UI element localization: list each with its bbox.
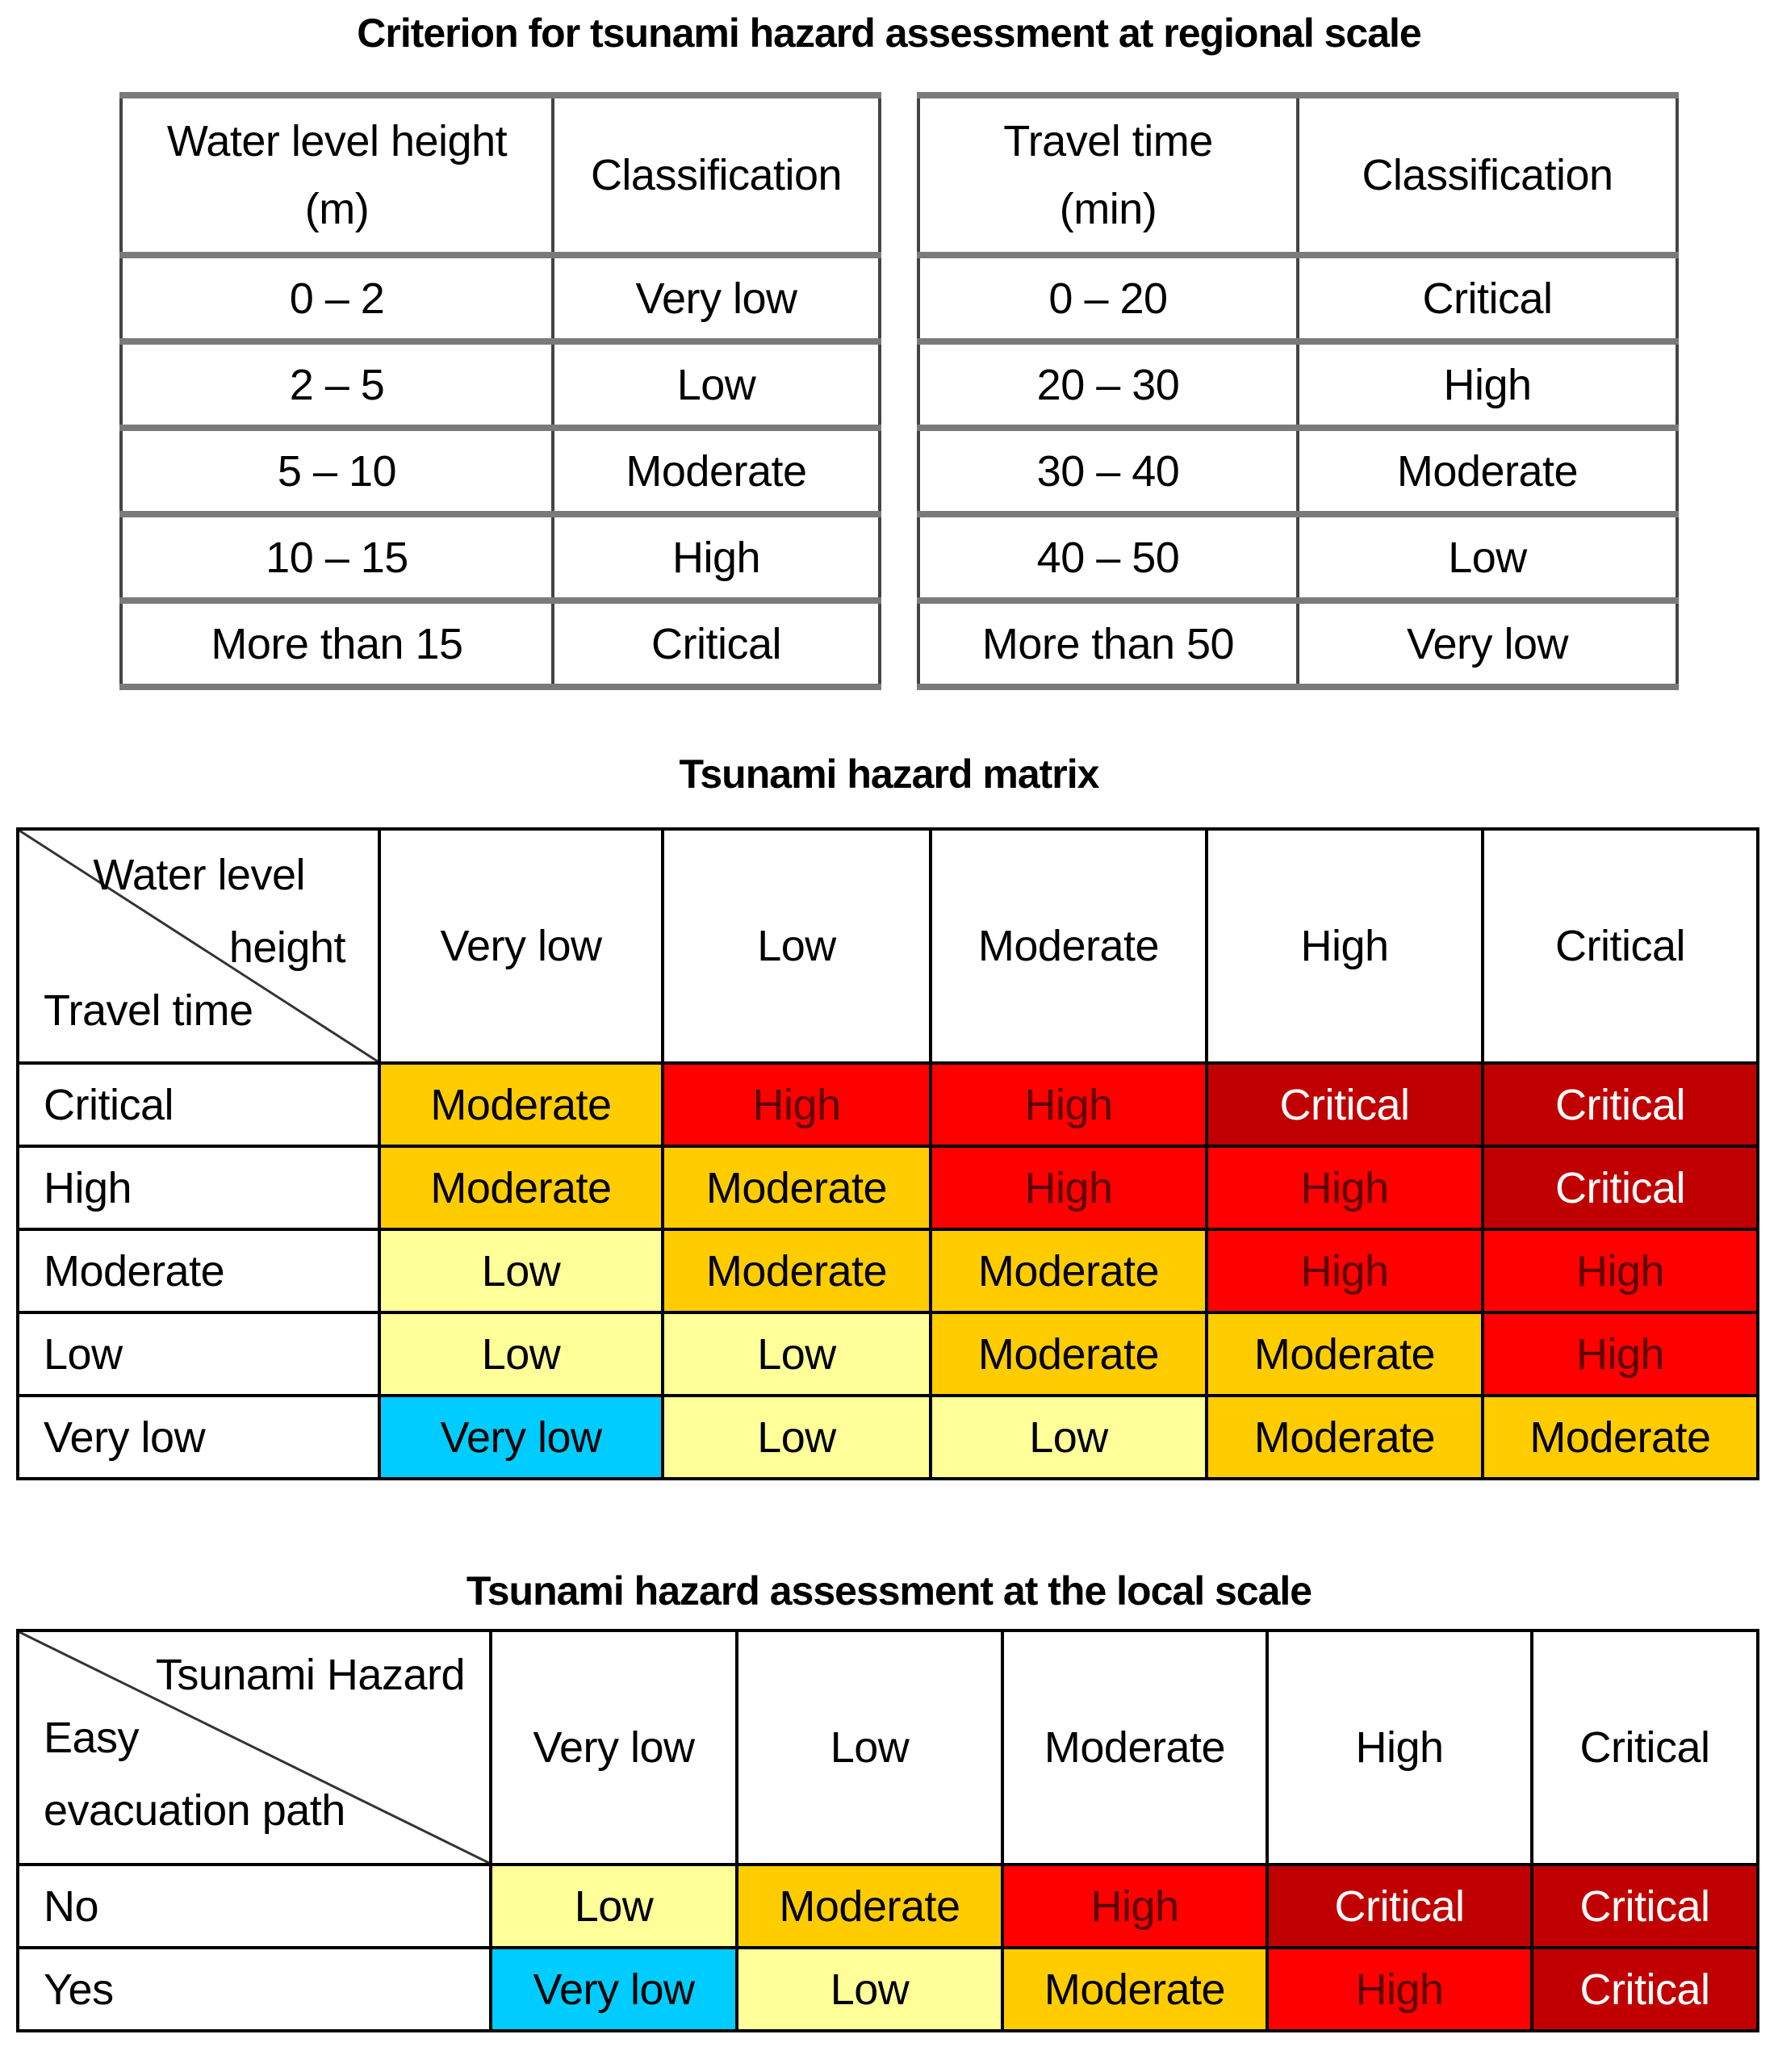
range-cell: 40 – 50	[918, 514, 1298, 601]
matrix-cell: Moderate	[1207, 1396, 1483, 1479]
matrix-cell: High	[931, 1146, 1207, 1229]
matrix-cell: Moderate	[663, 1146, 931, 1229]
classification-cell: High	[1298, 341, 1677, 428]
classification-cell: Very low	[1298, 601, 1677, 687]
matrix-row	[18, 1396, 1758, 1479]
row-label: Critical	[18, 1063, 379, 1146]
matrix-row	[18, 1063, 1758, 1146]
corner-line: Easy	[44, 1714, 140, 1762]
matrix-cell: High	[1207, 1146, 1483, 1229]
matrix-cell: Moderate	[931, 1229, 1207, 1312]
hazard-matrix-title: Tsunami hazard matrix	[679, 751, 1099, 797]
matrix-cell: Low	[931, 1396, 1207, 1479]
row-label: Very low	[18, 1396, 379, 1479]
local-cell: High	[1002, 1865, 1267, 1948]
hazard-matrix-table	[16, 827, 1759, 1480]
travel-time-table	[917, 92, 1679, 690]
matrix-cell: Low	[663, 1396, 931, 1479]
row-label: Low	[18, 1312, 379, 1396]
table-row	[918, 601, 1677, 687]
local-cell: Moderate	[1002, 1948, 1267, 2031]
range-cell: 0 – 20	[918, 255, 1298, 341]
classification-cell: Moderate	[1298, 428, 1677, 514]
matrix-header-row	[18, 829, 1758, 1063]
matrix-cell: Moderate	[1483, 1396, 1758, 1479]
table-row	[918, 341, 1677, 428]
matrix-cell: High	[931, 1063, 1207, 1146]
row-label: Moderate	[18, 1229, 379, 1312]
matrix-cell: Moderate	[1207, 1312, 1483, 1396]
local-assessment-title: Tsunami hazard assessment at the local scale	[466, 1568, 1312, 1614]
corner-line: evacuation path	[44, 1786, 345, 1835]
matrix-row	[18, 1146, 1758, 1229]
header-line: Water level height	[166, 117, 508, 165]
classification-cell: Low	[553, 341, 880, 428]
local-cell: Very low	[491, 1948, 737, 2031]
classification-cell: Critical	[1298, 255, 1677, 341]
column-header: Low	[737, 1630, 1002, 1865]
corner-row-axis-label	[44, 1702, 345, 1847]
matrix-cell: High	[663, 1063, 931, 1146]
matrix-cell: High	[1207, 1229, 1483, 1312]
matrix-cell: Moderate	[931, 1312, 1207, 1396]
local-row	[18, 1865, 1758, 1948]
header-line: Travel time	[1003, 117, 1213, 165]
corner-row-axis-label: Travel time	[44, 986, 253, 1035]
header-classification: Classification	[1298, 95, 1677, 255]
table-row	[121, 601, 880, 687]
matrix-cell: Low	[379, 1312, 663, 1396]
table-row	[918, 428, 1677, 514]
matrix-cell: Low	[663, 1312, 931, 1396]
range-cell: 30 – 40	[918, 428, 1298, 514]
local-cell: High	[1267, 1948, 1532, 2031]
range-cell: 5 – 10	[121, 428, 553, 514]
column-header: High	[1267, 1630, 1532, 1865]
water-level-table	[119, 92, 881, 690]
local-cell: Low	[737, 1948, 1002, 2031]
local-cell: Critical	[1267, 1865, 1532, 1948]
header-water-level-height	[121, 95, 553, 255]
range-cell: More than 50	[918, 601, 1298, 687]
matrix-cell: High	[1483, 1229, 1758, 1312]
corner-column-axis-label: Tsunami Hazard	[155, 1651, 465, 1699]
column-header: High	[1207, 829, 1483, 1063]
header-travel-time	[918, 95, 1298, 255]
local-cell: Moderate	[737, 1865, 1002, 1948]
table-row	[918, 514, 1677, 601]
matrix-cell: Critical	[1483, 1146, 1758, 1229]
table-row	[121, 255, 880, 341]
table-row	[121, 428, 880, 514]
table-row	[121, 341, 880, 428]
local-corner-cell	[18, 1630, 491, 1865]
classification-cell: Low	[1298, 514, 1677, 601]
row-label: High	[18, 1146, 379, 1229]
corner-column-axis-label	[93, 839, 345, 984]
column-header: Low	[663, 829, 931, 1063]
table-row	[121, 514, 880, 601]
regional-criterion-title: Criterion for tsunami hazard assessment at regional scale	[357, 10, 1421, 56]
header-classification: Classification	[553, 95, 880, 255]
local-assessment-table	[16, 1629, 1759, 2032]
corner-line: height	[228, 923, 345, 972]
matrix-row	[18, 1229, 1758, 1312]
matrix-cell: Critical	[1483, 1063, 1758, 1146]
classification-cell: High	[553, 514, 880, 601]
table-header-row	[918, 95, 1677, 255]
corner-line: Water level	[93, 851, 305, 899]
matrix-row	[18, 1312, 1758, 1396]
matrix-cell: Low	[379, 1229, 663, 1312]
local-header-row	[18, 1630, 1758, 1865]
matrix-cell: High	[1483, 1312, 1758, 1396]
local-cell: Low	[491, 1865, 737, 1948]
local-cell: Critical	[1532, 1948, 1758, 2031]
local-row	[18, 1948, 1758, 2031]
column-header: Critical	[1483, 829, 1758, 1063]
row-label: No	[18, 1865, 491, 1948]
column-header: Critical	[1532, 1630, 1758, 1865]
classification-cell: Moderate	[553, 428, 880, 514]
matrix-cell: Critical	[1207, 1063, 1483, 1146]
range-cell: 20 – 30	[918, 341, 1298, 428]
matrix-cell: Moderate	[379, 1063, 663, 1146]
range-cell: More than 15	[121, 601, 553, 687]
matrix-cell: Moderate	[663, 1229, 931, 1312]
column-header: Moderate	[931, 829, 1207, 1063]
table-row	[918, 255, 1677, 341]
range-cell: 10 – 15	[121, 514, 553, 601]
column-header: Very low	[491, 1630, 737, 1865]
classification-cell: Critical	[553, 601, 880, 687]
range-cell: 2 – 5	[121, 341, 553, 428]
matrix-cell: Moderate	[379, 1146, 663, 1229]
row-label: Yes	[18, 1948, 491, 2031]
column-header: Moderate	[1002, 1630, 1267, 1865]
matrix-cell: Very low	[379, 1396, 663, 1479]
classification-cell: Very low	[553, 255, 880, 341]
column-header: Very low	[379, 829, 663, 1063]
matrix-corner-cell	[18, 829, 379, 1063]
range-cell: 0 – 2	[121, 255, 553, 341]
header-line: (m)	[304, 185, 370, 233]
local-cell: Critical	[1532, 1865, 1758, 1948]
header-line: (min)	[1059, 185, 1157, 233]
table-header-row	[121, 95, 880, 255]
